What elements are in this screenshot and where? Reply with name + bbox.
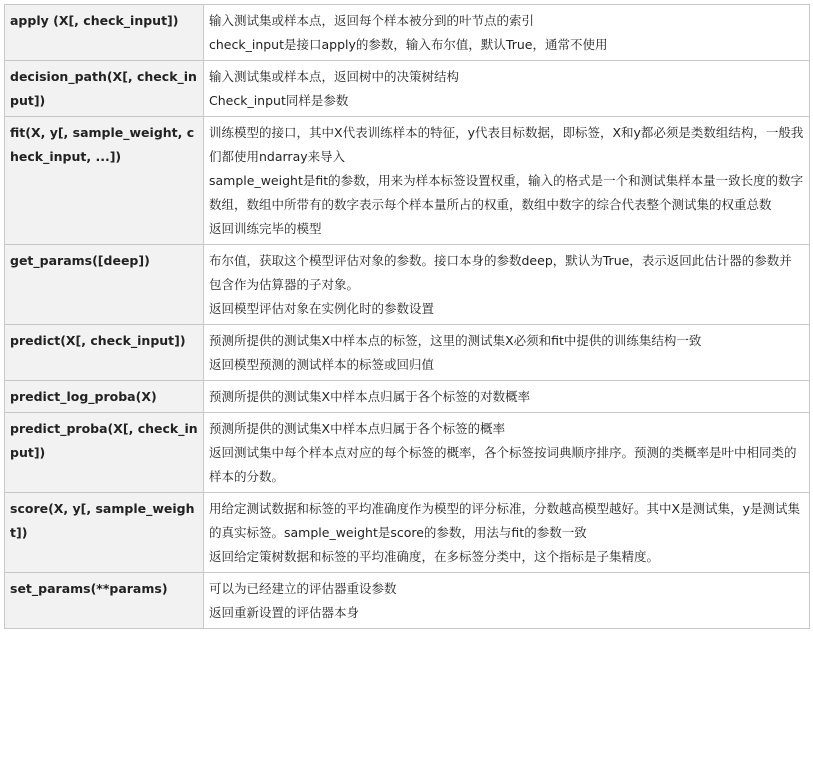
method-description-cell: [204, 61, 810, 117]
table-row: [5, 5, 810, 61]
description-line: 预测所提供的测试集X中样本点的标签，这里的测试集X必须和fit中提供的训练集结构一致: [209, 333, 702, 348]
table-row: [5, 245, 810, 325]
description-line: check_input是接口apply的参数，输入布尔值，默认True，通常不使用: [209, 37, 608, 52]
method-description-cell: [204, 413, 810, 493]
table-row: [5, 61, 810, 117]
description-line: 可以为已经建立的评估器重设参数: [209, 581, 397, 596]
method-description-cell: [204, 573, 810, 629]
method-description-cell: [204, 381, 810, 413]
method-name-cell: fit(X, y[, sample_weight, check_input, ...]): [5, 117, 204, 245]
method-name-cell: score(X, y[, sample_weight]): [5, 493, 204, 573]
description-line: 输入测试集或样本点，返回每个样本被分到的叶节点的索引: [209, 13, 535, 28]
method-name-cell: predict_proba(X[, check_input]): [5, 413, 204, 493]
method-description-cell: [204, 117, 810, 245]
table-row: [5, 573, 810, 629]
description-line: sample_weight是fit的参数，用来为样本标签设置权重，输入的格式是一个和测试集样本量一致长度的数字数组，数组中所带有的数字表示每个样本量所占的权重，数组中数字的综合代表整个测试集的权重总数: [209, 173, 804, 212]
method-name-cell: predict(X[, check_input]): [5, 325, 204, 381]
table-row: [5, 413, 810, 493]
description-line: 布尔值，获取这个模型评估对象的参数。接口本身的参数deep，默认为True，表示返回此估计器的参数并包含作为估算器的子对象。: [209, 253, 792, 292]
description-line: Check_input同样是参数: [209, 93, 349, 108]
table-row: [5, 493, 810, 573]
method-description-cell: [204, 325, 810, 381]
method-name-cell: predict_log_proba(X): [5, 381, 204, 413]
method-name-cell: get_params([deep]): [5, 245, 204, 325]
description-line: 返回测试集中每个样本点对应的每个标签的概率，各个标签按词典顺序排序。预测的类概率是叶中相同类的样本的分数。: [209, 445, 797, 484]
table-body: [5, 5, 810, 629]
description-line: 返回模型评估对象在实例化时的参数设置: [209, 301, 435, 316]
description-line: 用给定测试数据和标签的平均准确度作为模型的评分标准，分数越高模型越好。其中X是测试集，y是测试集的真实标签。sample_weight是score的参数，用法与fit的参数一致: [209, 501, 800, 540]
description-line: 预测所提供的测试集X中样本点归属于各个标签的对数概率: [209, 389, 531, 404]
api-methods-table: [4, 4, 810, 629]
method-name-cell: set_params(**params): [5, 573, 204, 629]
method-name-cell: decision_path(X[, check_input]): [5, 61, 204, 117]
table-row: [5, 117, 810, 245]
description-line: 返回训练完毕的模型: [209, 221, 322, 236]
description-line: 训练模型的接口，其中X代表训练样本的特征，y代表目标数据，即标签，X和y都必须是类数组结构，一般我们都使用ndarray来导入: [209, 125, 804, 164]
method-name-cell: apply (X[, check_input]): [5, 5, 204, 61]
table-row: [5, 325, 810, 381]
description-line: 输入测试集或样本点，返回树中的决策树结构: [209, 69, 460, 84]
table-row: [5, 381, 810, 413]
method-description-cell: [204, 493, 810, 573]
description-line: 返回模型预测的测试样本的标签或回归值: [209, 357, 435, 372]
method-description-cell: [204, 245, 810, 325]
description-line: 返回给定策树数据和标签的平均准确度，在多标签分类中，这个指标是子集精度。: [209, 549, 660, 564]
method-description-cell: [204, 5, 810, 61]
description-line: 预测所提供的测试集X中样本点归属于各个标签的概率: [209, 421, 506, 436]
description-line: 返回重新设置的评估器本身: [209, 605, 360, 620]
